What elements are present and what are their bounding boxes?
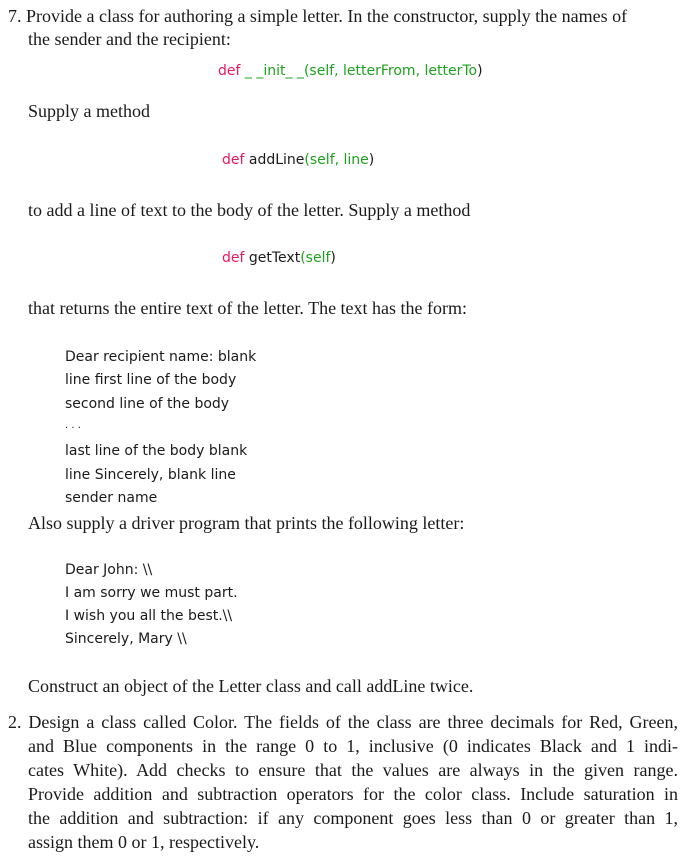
template-ellipsis: . . . xyxy=(65,420,81,431)
construct-text: Construct an object of the Letter class and call addLine twice. xyxy=(28,676,474,696)
open-paren: ( xyxy=(303,63,310,79)
problem2-line: cates White). Add checks to ensure that the values are always in the given range. xyxy=(28,760,678,780)
def-keyword: def xyxy=(222,152,245,168)
function-name: addLine xyxy=(248,152,305,168)
letter-line: I wish you all the best.\\ xyxy=(65,608,233,624)
returns-text: that returns the entire text of the letter. The text has the form: xyxy=(28,298,468,318)
gettext-signature xyxy=(222,248,336,268)
letter-line: Dear John: \\ xyxy=(65,562,153,578)
open-paren: ( xyxy=(304,152,310,168)
template-line: line first line of the body xyxy=(65,372,237,388)
function-name: _ _init_ _ xyxy=(244,63,304,79)
def-keyword: def xyxy=(218,63,241,79)
template-line: Dear recipient name: blank xyxy=(65,349,257,365)
letter-line: Sincerely, Mary \\ xyxy=(65,631,187,647)
close-paren: ) xyxy=(368,152,375,168)
init-signature xyxy=(218,61,483,81)
params: self, letterFrom, letterTo xyxy=(309,63,478,79)
template-line: second line of the body xyxy=(65,396,230,412)
add-line-text: to add a line of text to the body of the letter. Supply a method xyxy=(28,200,471,220)
params: self, line xyxy=(309,152,369,168)
problem2-line: and Blue components in the range 0 to 1, inclusive (0 indicates Black and 1 indi- xyxy=(28,736,678,756)
close-paren: ) xyxy=(477,63,483,79)
problem7-intro-line1: 7. Provide a class for authoring a simple letter. In the constructor, supply the names of xyxy=(8,6,628,26)
problem2-line: 2. Design a class called Color. The fields of the class are three decimals for Red, Green, xyxy=(8,712,678,732)
open-paren: ( xyxy=(300,250,306,266)
problem2-line: assign them 0 or 1, respectively. xyxy=(28,832,260,852)
addline-signature xyxy=(222,150,374,170)
close-paren: ) xyxy=(330,250,336,266)
problem2-line: the addition and subtraction: if any component goes less than 0 or greater than 1, xyxy=(28,808,678,828)
def-keyword: def xyxy=(222,250,245,266)
problem2-line: Provide addition and subtraction operators for the color class. Include saturation in xyxy=(28,784,678,804)
template-line: sender name xyxy=(65,490,158,506)
params: self xyxy=(305,250,331,266)
supply-method-text: Supply a method xyxy=(28,101,150,121)
problem7-intro-line2: the sender and the recipient: xyxy=(28,29,231,49)
template-line: last line of the body blank xyxy=(65,443,248,459)
letter-line: I am sorry we must part. xyxy=(65,585,238,601)
driver-text: Also supply a driver program that prints the following letter: xyxy=(28,513,465,533)
template-line: line Sincerely, blank line xyxy=(65,467,236,483)
function-name: getText xyxy=(248,250,301,266)
